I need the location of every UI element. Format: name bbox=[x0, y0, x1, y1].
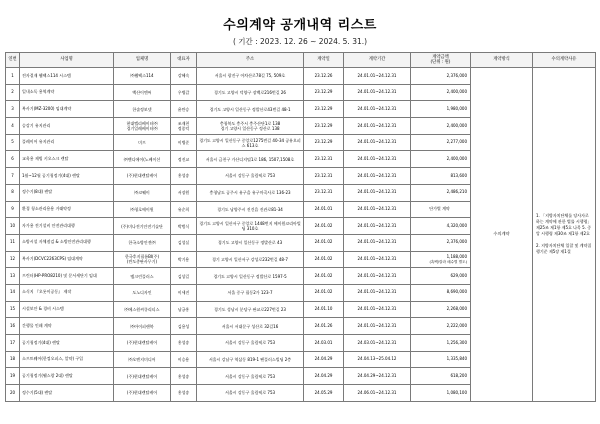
row-amount bbox=[411, 234, 471, 251]
row-term: 24.01.01~24.12.31 bbox=[344, 218, 411, 235]
header-amount: 계약금액 (단위 : 원) bbox=[411, 53, 471, 68]
row-term: 24.01.01~24.12.31 bbox=[344, 101, 411, 118]
row-address: 경기도 고양시 일산동구 정발산로43번길 48-1 bbox=[197, 101, 304, 118]
row-term: 24.01.01~24.12.31 bbox=[344, 284, 411, 301]
row-company: 한국후지필름BI(주) (반도총판사무기) bbox=[114, 251, 171, 268]
row-no: 6 bbox=[6, 151, 20, 168]
row-ceo: 홍성송 bbox=[171, 168, 197, 185]
row-address: 서울시 강동구 올림픽로 753 bbox=[197, 168, 304, 185]
row-company: (주)현대렌탈케어 bbox=[114, 335, 171, 352]
document-title: 수의계약 공개내역 리스트 bbox=[223, 18, 377, 33]
header-method: 계약방식 bbox=[471, 53, 533, 68]
row-term: 24.01.01~24.12.31 bbox=[344, 118, 411, 135]
row-address: 경기도 고양시 덕양구 장백로216번길 26 bbox=[197, 84, 304, 101]
row-term: 24.01.01~24.12.31 bbox=[344, 168, 411, 185]
row-address: 서울시 강동구 올림픽로 753 bbox=[197, 385, 304, 402]
table-header-row bbox=[6, 53, 596, 68]
row-ceo: 윤만승 bbox=[171, 101, 197, 118]
row-name: 프린터(HP-PRO8210) 및 문서세단기 임대 bbox=[20, 268, 114, 285]
row-company: 현대엘리베이터㈜ 경기일레베이터㈜ bbox=[114, 118, 171, 135]
row-no: 9 bbox=[6, 201, 20, 218]
row-amount bbox=[411, 301, 471, 318]
row-company: 백산이엔씨 bbox=[114, 84, 171, 101]
row-company: ㈜코웨이 bbox=[114, 184, 171, 201]
row-name: 전자결재 웹팩스114 시스템 bbox=[20, 68, 114, 85]
row-name: 복사기(DCVC2263CPS) 임대계약 bbox=[20, 251, 114, 268]
row-company: ㈜밴디에이(노베이션 bbox=[114, 151, 171, 168]
row-name: 일내소독 용역계약 bbox=[20, 84, 114, 101]
row-name: 간행물 인쇄 계약 bbox=[20, 318, 114, 335]
row-date: 23.12.29 bbox=[304, 118, 344, 135]
table-row bbox=[6, 68, 596, 85]
row-amount-value: 2,376,000 bbox=[446, 72, 467, 78]
row-amount-value: 8,690,000 bbox=[446, 289, 467, 295]
contract-reason-cell: 1. 「지방자치단체를 당사자로 하는 계약에 관한 법률 시행령」 제25조 제1항 제5호 나목 5. 중앙 시행령 제30조 제1항 제2호 2. 지방자치단체 입찰 및 계약집행기준 제5장 제1절 bbox=[533, 68, 596, 402]
row-date: 23.12.29 bbox=[304, 134, 344, 151]
row-ceo: 홍성송 bbox=[171, 385, 197, 402]
row-term: 24.01.01~24.12.31 bbox=[344, 68, 411, 85]
row-address: 경기도 성남시 분당구 판교로227번길 23 bbox=[197, 301, 304, 318]
row-date: 24.01.10 bbox=[304, 301, 344, 318]
row-amount bbox=[411, 318, 471, 335]
row-no: 8 bbox=[6, 184, 20, 201]
row-date: 23.12.31 bbox=[304, 151, 344, 168]
row-amount-value: 2,400,000 bbox=[446, 122, 467, 128]
row-address: 충청남도 공주시 유구읍 유구마곡사로 136-23 bbox=[197, 184, 304, 201]
row-name: 정수기(5대) 렌탈 bbox=[20, 385, 114, 402]
header-term: 계약기간 bbox=[344, 53, 411, 68]
row-term: 24.03.01~24.12.31 bbox=[344, 335, 411, 352]
row-address: 경기도 고양시 일산동구 중앙로1275번길 40-34 공유오피스 613호 bbox=[197, 134, 304, 151]
row-company: 미프 bbox=[114, 134, 171, 151]
row-address: 서울 중구 필동2가 123-7 bbox=[197, 284, 304, 301]
row-amount-value: 단가별 계약 bbox=[429, 206, 450, 212]
row-company: (주)미나전기안전기술단 bbox=[114, 218, 171, 235]
row-date: 24.05.29 bbox=[304, 385, 344, 402]
row-term: 24.01.01~24.12.31 bbox=[344, 251, 411, 268]
row-amount bbox=[411, 218, 471, 235]
row-amount-value: 1,980,000 bbox=[446, 105, 467, 111]
row-no: 1 bbox=[6, 68, 20, 85]
row-date: 24.01.02 bbox=[304, 251, 344, 268]
row-ceo: 정진교 bbox=[171, 151, 197, 168]
row-no: 5 bbox=[6, 134, 20, 151]
row-amount bbox=[411, 385, 471, 402]
row-company: ㈜에스원씨큐리티스 bbox=[114, 301, 171, 318]
row-company: ㈜아이피랜북 bbox=[114, 318, 171, 335]
row-term: 24.01.01~24.12.31 bbox=[344, 201, 411, 218]
row-ceo: 이승용 bbox=[171, 351, 197, 368]
row-amount bbox=[411, 101, 471, 118]
row-amount bbox=[411, 68, 471, 85]
row-ceo: 김상길 bbox=[171, 268, 197, 285]
row-amount-value: 618,200 bbox=[450, 372, 467, 378]
row-amount bbox=[411, 184, 471, 201]
row-date: 23.12.29 bbox=[304, 84, 344, 101]
row-date: 23.12.31 bbox=[304, 168, 344, 185]
row-date: 24.01.02 bbox=[304, 284, 344, 301]
row-term: 24.04.13~25.04.12 bbox=[344, 351, 411, 368]
row-address: 서울시 금천구 가산디지털1로 186, 1507,1508호 bbox=[197, 151, 304, 168]
row-ceo: 박기용 bbox=[171, 251, 197, 268]
row-address: 경기도 고양시 일산서구 중앙로 1448번지 에이원코리아빌딩 310호 bbox=[197, 218, 304, 235]
row-ceo: 김성실 bbox=[171, 234, 197, 251]
row-amount-value: 2,222,000 bbox=[446, 322, 467, 328]
row-company: 한솔정보넷 bbox=[114, 101, 171, 118]
row-date: 24.01.02 bbox=[304, 268, 344, 285]
row-amount-value: 2,268,000 bbox=[446, 306, 467, 312]
header-name: 사업명 bbox=[20, 53, 114, 68]
row-ceo: 김용성 bbox=[171, 318, 197, 335]
row-name: 소식지 『오롯이공동』 제작 bbox=[20, 284, 114, 301]
row-ceo: 박범식 bbox=[171, 218, 197, 235]
row-address: 서울시 강남구 역삼동 819-1 팬플러스빌딩 2층 bbox=[197, 351, 304, 368]
row-ceo: 서장원 bbox=[171, 184, 197, 201]
row-ceo: 조재천 정종덕 bbox=[171, 118, 197, 135]
row-address: 경기도 남양주시 진건읍 진관로81-34 bbox=[197, 201, 304, 218]
row-term: 24.04.29~24.12.31 bbox=[344, 368, 411, 385]
row-company: ㈜웹팩스114 bbox=[114, 68, 171, 85]
row-amount-note: (흑백/칼라 매수별 별도) bbox=[429, 259, 467, 264]
row-no: 20 bbox=[6, 385, 20, 402]
row-amount-value: 2,400,000 bbox=[446, 155, 467, 161]
header-ceo: 대표자 bbox=[171, 53, 197, 68]
row-company: 도노디자인 bbox=[114, 284, 171, 301]
row-term: 24.01.01~24.12.31 bbox=[344, 151, 411, 168]
row-no: 18 bbox=[6, 351, 20, 368]
row-no: 11 bbox=[6, 234, 20, 251]
header-reason: 수의계약사유 bbox=[533, 53, 596, 68]
row-date: 23.12.26 bbox=[304, 68, 344, 85]
row-name: 정수기(8대) 렌탈 bbox=[20, 184, 114, 201]
row-amount bbox=[411, 134, 471, 151]
row-amount-value: 813,600 bbox=[450, 172, 467, 178]
row-no: 17 bbox=[6, 335, 20, 352]
row-company: (주)현대렌탈케어 bbox=[114, 385, 171, 402]
row-amount-value: 1,080,100 bbox=[446, 389, 467, 395]
row-company: (주)현대렌탈케어 bbox=[114, 168, 171, 185]
row-name: 공기청정기(4대) 렌탈 bbox=[20, 335, 114, 352]
row-company: 한국소방안전㈜ bbox=[114, 234, 171, 251]
row-name: 자가용 전기설비 안전관리대행 bbox=[20, 218, 114, 235]
row-amount bbox=[411, 351, 471, 368]
row-company: ㈜청호에이원 bbox=[114, 201, 171, 218]
row-company: 엠크린플러스 bbox=[114, 268, 171, 285]
row-ceo: 홍성송 bbox=[171, 335, 197, 352]
row-amount-value: 2,277,000 bbox=[446, 139, 467, 145]
row-term: 24.01.01~24.12.31 bbox=[344, 134, 411, 151]
row-term: 24.01.01~24.12.31 bbox=[344, 318, 411, 335]
period-text: ( 기간 : 2023. 12. 26 ~ 2024. 5. 31.) bbox=[232, 37, 368, 46]
row-name: 시설보안 & 경비 시스템 bbox=[20, 301, 114, 318]
contract-method-cell: 수의계약 bbox=[471, 68, 533, 402]
row-name: 소방시설 자체점검 & 소방안전관리대행 bbox=[20, 234, 114, 251]
row-amount bbox=[411, 168, 471, 185]
row-address: 경기도 고양시 일산동구 정발산로 1597-5 bbox=[197, 268, 304, 285]
row-ceo: 우병갑 bbox=[171, 84, 197, 101]
row-term: 24.01.01~24.12.31 bbox=[344, 84, 411, 101]
row-amount-value: 2,376,000 bbox=[446, 239, 467, 245]
row-amount-value: 1,256,300 bbox=[446, 339, 467, 345]
row-date: 24.01.26 bbox=[304, 318, 344, 335]
row-ceo: 이세진 bbox=[171, 284, 197, 301]
row-amount bbox=[411, 251, 471, 268]
row-amount bbox=[411, 151, 471, 168]
row-date: 24.04.29 bbox=[304, 368, 344, 385]
row-company: (주)현대렌탈케어 bbox=[114, 368, 171, 385]
row-name: 1월~12월 공기청정기(4대) 렌탈 bbox=[20, 168, 114, 185]
row-amount-value: 2,486,210 bbox=[446, 189, 467, 195]
row-address: 충청북도 충주시 충주산단1로 138 경기 고양시 일산동구 정산로 138 bbox=[197, 118, 304, 135]
row-name: 플레이어 유지관리 bbox=[20, 134, 114, 151]
header-date: 계약일 bbox=[304, 53, 344, 68]
row-term: 24.01.01~24.12.31 bbox=[344, 184, 411, 201]
row-address: 경기도 고양시 일산동구 정발산로 43 bbox=[197, 234, 304, 251]
row-amount-value: 2,400,000 bbox=[446, 89, 467, 95]
row-no: 14 bbox=[6, 284, 20, 301]
header-no: 연번 bbox=[6, 53, 20, 68]
table-body bbox=[6, 68, 596, 402]
row-name: 교육용 제빙 키오스크 렌탈 bbox=[20, 151, 114, 168]
row-name: 복사기(MZ-3200) 임대계약 bbox=[20, 101, 114, 118]
row-amount bbox=[411, 284, 471, 301]
contracts-table bbox=[5, 52, 596, 402]
row-amount bbox=[411, 84, 471, 101]
row-no: 19 bbox=[6, 368, 20, 385]
row-date: 24.03.01 bbox=[304, 335, 344, 352]
row-amount-value: 1,188,000 bbox=[446, 254, 467, 260]
row-date: 23.12.31 bbox=[304, 184, 344, 201]
row-amount-value: 1,335,840 bbox=[446, 356, 467, 362]
row-ceo: 홍성송 bbox=[171, 368, 197, 385]
row-amount bbox=[411, 335, 471, 352]
row-no: 15 bbox=[6, 301, 20, 318]
header-company: 업체명 bbox=[114, 53, 171, 68]
row-amount bbox=[411, 118, 471, 135]
row-name: 승강기 유지관리 bbox=[20, 118, 114, 135]
row-name: 공기청정기(웰스랑 2대) 렌탈 bbox=[20, 368, 114, 385]
row-address: 서울시 서대문구 성산로 32길16 bbox=[197, 318, 304, 335]
row-no: 7 bbox=[6, 168, 20, 185]
row-no: 16 bbox=[6, 318, 20, 335]
header-address: 주소 bbox=[197, 53, 304, 68]
row-amount bbox=[411, 368, 471, 385]
row-no: 2 bbox=[6, 84, 20, 101]
row-no: 12 bbox=[6, 251, 20, 268]
row-term: 24.01.01~24.12.31 bbox=[344, 301, 411, 318]
row-ceo: 남궁홍 bbox=[171, 301, 197, 318]
row-address: 서울시 강동구 올림픽로 753 bbox=[197, 368, 304, 385]
row-ceo: 이병준 bbox=[171, 134, 197, 151]
row-name: 소프트웨어(한컴오피스, 알약) 구입 bbox=[20, 351, 114, 368]
row-term: 24.01.01~24.12.31 bbox=[344, 234, 411, 251]
row-ceo: 유순희 bbox=[171, 201, 197, 218]
row-term: 24.06.01~24.12.31 bbox=[344, 385, 411, 402]
row-no: 10 bbox=[6, 218, 20, 235]
row-date: 24.01.02 bbox=[304, 234, 344, 251]
row-no: 3 bbox=[6, 101, 20, 118]
row-amount-value: 629,000 bbox=[450, 272, 467, 278]
row-date: 23.12.29 bbox=[304, 101, 344, 118]
row-ceo: 강혜숙 bbox=[171, 68, 197, 85]
row-name: 환경 청소관리용용 거래약정 bbox=[20, 201, 114, 218]
row-amount bbox=[411, 268, 471, 285]
row-date: 24.01.02 bbox=[304, 218, 344, 235]
row-company: ㈜오엔지미디어 bbox=[114, 351, 171, 368]
row-amount-value: 4,320,000 bbox=[446, 222, 467, 228]
row-term: 24.01.01~24.12.31 bbox=[344, 268, 411, 285]
row-date: 24.04.29 bbox=[304, 351, 344, 368]
row-date: 24.01.01 bbox=[304, 201, 344, 218]
row-address: 서울시 광진구 아차산로78길 75, 509호 bbox=[197, 68, 304, 85]
row-no: 13 bbox=[6, 268, 20, 285]
row-address: 서울시 강동구 올림픽로 753 bbox=[197, 335, 304, 352]
row-no: 4 bbox=[6, 118, 20, 135]
row-amount bbox=[411, 201, 471, 218]
row-address: 경기 고양시 일산서구 강성로232번길 48-7 bbox=[197, 251, 304, 268]
